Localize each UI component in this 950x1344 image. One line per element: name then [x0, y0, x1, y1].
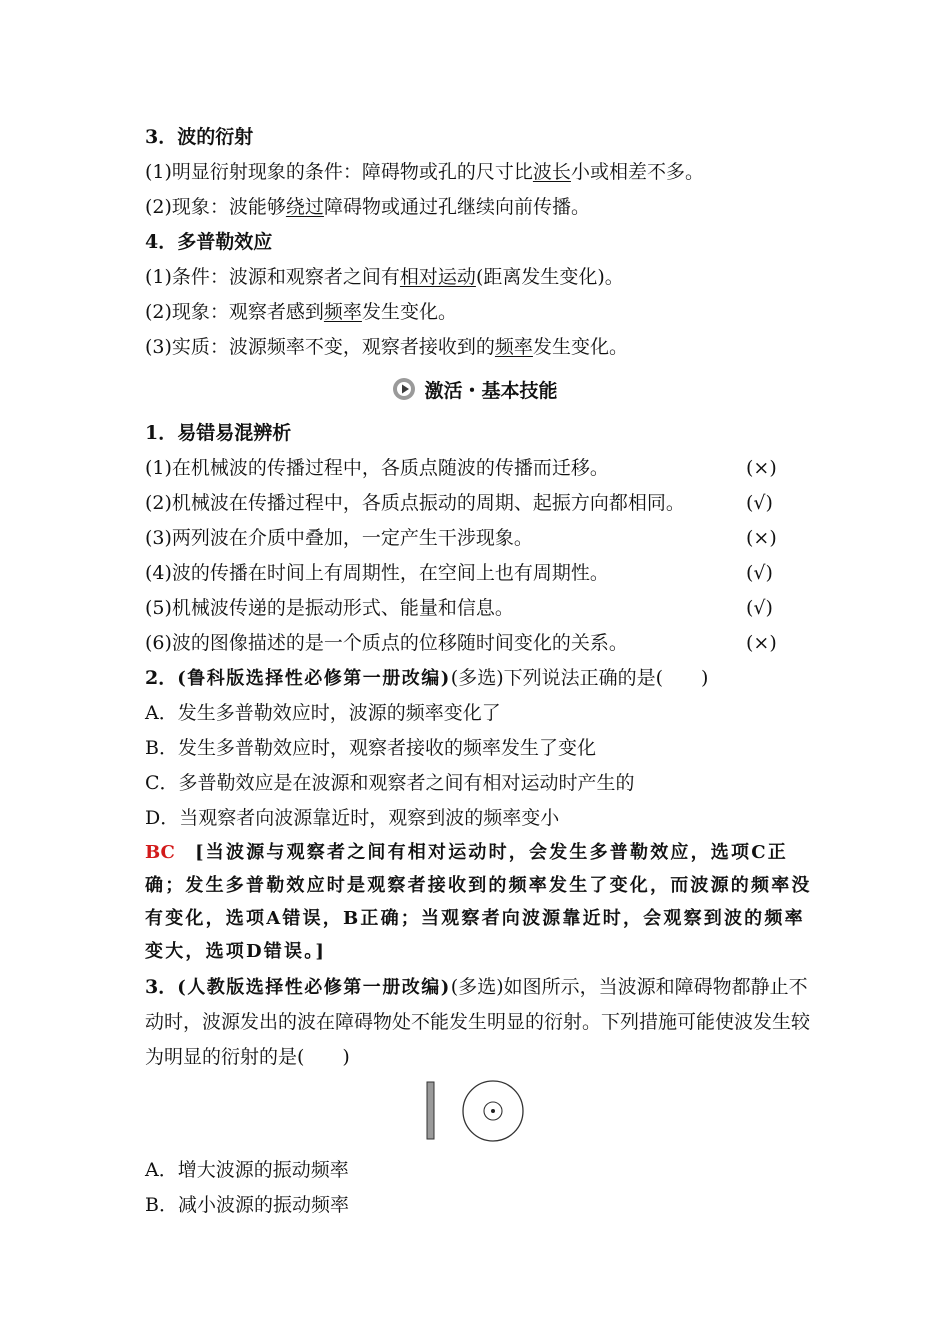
blank-answer: 频率: [323, 301, 362, 323]
q1-mark: (×): [746, 527, 777, 549]
doppler-phenomenon: (2)现象：观察者感到频率发生变化。: [145, 301, 457, 323]
q2-source: (鲁科版选择性必修第一册改编): [177, 668, 451, 689]
blank-answer: 相对运动: [399, 266, 476, 288]
wave-source-dot: [491, 1109, 495, 1113]
play-circle-icon: [392, 377, 416, 406]
q1-mark: (√): [746, 562, 773, 584]
q2-answer: [145, 836, 820, 968]
q2-option-c: C．多普勒效应是在波源和观察者之间有相对运动时产生的: [145, 772, 635, 794]
q1-mark: (√): [746, 597, 773, 619]
diffraction-phenomenon: (2)现象：波能够绕过障碍物或通过孔继续向前传播。: [145, 196, 590, 218]
banner-title: 激活・基本技能: [424, 380, 558, 402]
q3-stem: 3．(人教版选择性必修第一册改编)(多选)如图所示，当波源和障碍物都静止不动时，波源发出的波在障碍物处不能发生明显的衍射。下列措施可能使波发生较为明显的衍射的是( ): [145, 976, 811, 1068]
q2-option-a: A．发生多普勒效应时，波源的频率变化了: [145, 702, 501, 724]
q1-item: (5)机械波传递的是振动形式、能量和信息。: [145, 597, 514, 619]
section-heading-diffraction: 3．波的衍射: [145, 126, 254, 148]
q1-mark: (×): [746, 457, 777, 479]
blank-answer: 波长: [532, 161, 571, 183]
q3-option-a: A．增大波源的振动频率: [145, 1159, 349, 1181]
q1-item: (6)波的图像描述的是一个质点的位移随时间变化的关系。: [145, 632, 628, 654]
section-heading-doppler: 4．多普勒效应: [145, 231, 273, 253]
q1-item: (4)波的传播在时间上有周期性，在空间上也有周期性。: [145, 562, 609, 584]
q2-stem: 2．(鲁科版选择性必修第一册改编)(多选)下列说法正确的是( ): [145, 667, 709, 689]
q1-item: (2)机械波在传播过程中，各质点振动的周期、起振方向都相同。: [145, 492, 685, 514]
answer-explanation: [当波源与观察者之间有相对运动时，会发生多普勒效应，选项C正确；发生多普勒效应时是观察者接收到的频率发生了变化，而波源的频率没有变化，选项A错误，B正确；当观察者向波源靠近时，会观察到波的频率变大，选项D错误。]: [145, 842, 812, 962]
q2-option-b: B．发生多普勒效应时，观察者接收的频率发生了变化: [145, 737, 596, 759]
doppler-condition: (1)条件：波源和观察者之间有相对运动(距离发生变化)。: [145, 266, 624, 288]
blank-answer: 绕过: [285, 196, 324, 218]
q2-option-d: D．当观察者向波源靠近时，观察到波的频率变小: [145, 807, 560, 829]
q3-source: (人教版选择性必修第一册改编): [177, 977, 451, 998]
section-banner: [0, 376, 950, 404]
q1-mark: (√): [746, 492, 773, 514]
q1-item: (1)在机械波的传播过程中，各质点随波的传播而迁移。: [145, 457, 609, 479]
q1-item: (3)两列波在介质中叠加，一定产生干涉现象。: [145, 527, 533, 549]
blank-answer: 频率: [494, 336, 533, 358]
wave-obstacle-figure: [420, 1074, 530, 1149]
answer-key: BC: [145, 842, 175, 863]
obstacle-bar: [427, 1082, 434, 1139]
doppler-essence: (3)实质：波源频率不变，观察者接收到的频率发生变化。: [145, 336, 628, 358]
diffraction-condition: (1)明显衍射现象的条件：障碍物或孔的尺寸比波长小或相差不多。: [145, 161, 704, 183]
q3-option-b: B．减小波源的振动频率: [145, 1194, 349, 1216]
q1-heading: 1．易错易混辨析: [145, 422, 292, 444]
q1-mark: (×): [746, 632, 777, 654]
